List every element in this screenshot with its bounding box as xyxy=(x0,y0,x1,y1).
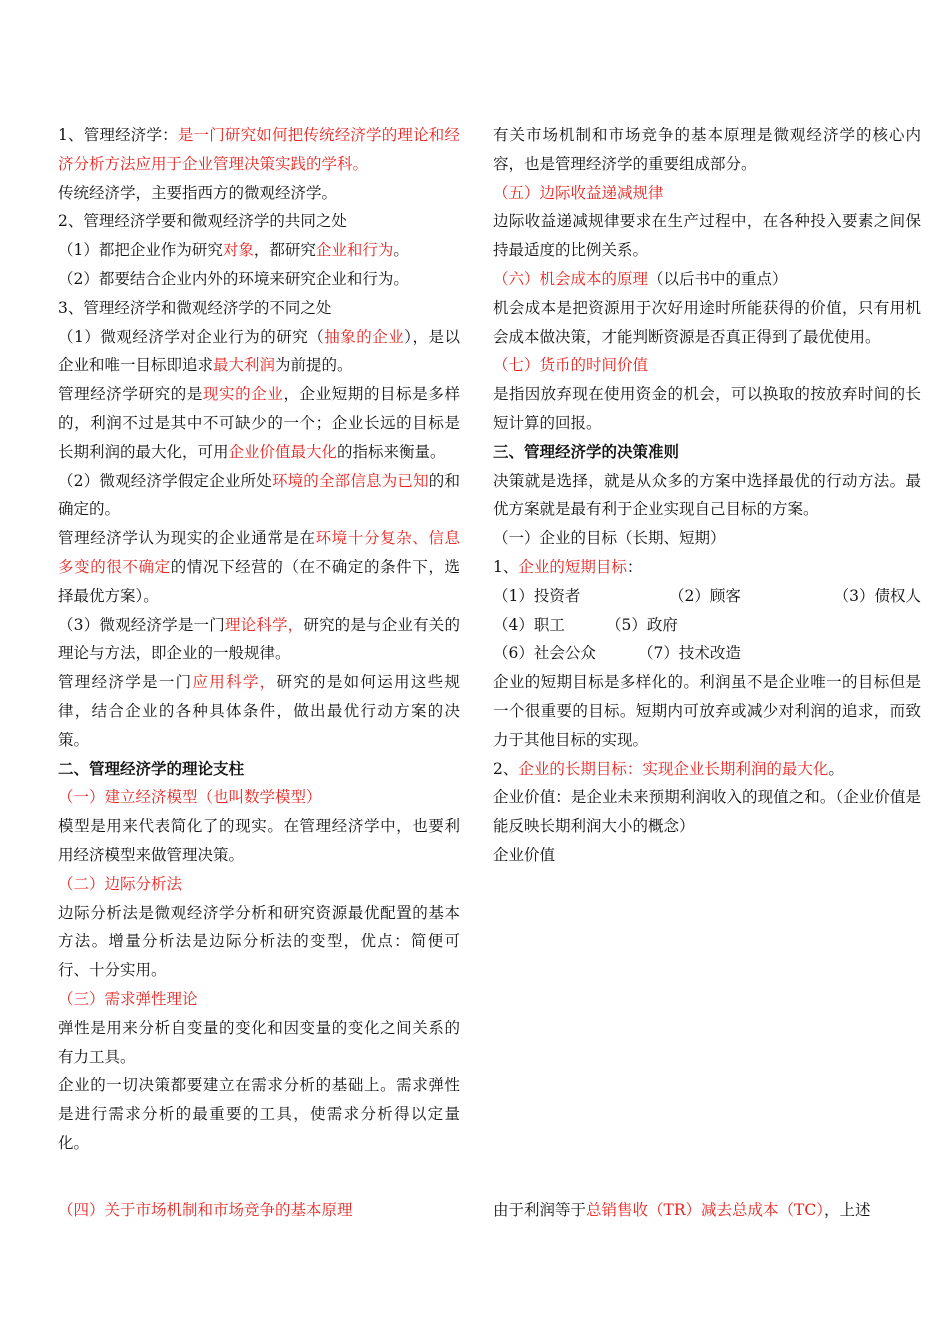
subsection-title: （四）关于市场机制和市场竞争的基本原理 xyxy=(58,1201,353,1219)
paragraph xyxy=(493,1196,921,1225)
list-item: （2）顾客 xyxy=(669,586,741,605)
paragraph: （2）都要结合企业内外的环境来研究企业和行为。 xyxy=(58,269,409,288)
paragraph xyxy=(58,524,460,610)
subsection-title: （五）边际收益递减规律 xyxy=(493,183,664,202)
paragraph: 2、管理经济学要和微观经济学的共同之处 xyxy=(58,212,347,231)
list-item: （1）投资者 xyxy=(493,586,581,605)
highlight: 环境十分复杂、信息多变的很不确定 xyxy=(58,529,460,576)
paragraph: 决策就是选择，就是从众多的方案中选择最优的行动方法。最优方案就是最有利于企业实现自己目标的方案。 xyxy=(493,471,921,519)
list-item: （6）社会公众 xyxy=(493,644,596,663)
text: 研究的是与企业有关的理论与方法，即企业的一般规律。 xyxy=(58,615,460,663)
text: 2、 xyxy=(493,759,519,778)
text: 管理经济学研究的是 xyxy=(58,385,203,404)
text: 。 xyxy=(393,241,409,260)
list-item: （3）债权人 xyxy=(833,586,921,605)
subsection-title-line xyxy=(493,265,921,294)
text: 。 xyxy=(828,759,844,778)
highlight: 企业的长期目标：实现企业长期利润的最大化 xyxy=(518,759,829,778)
paragraph: 3、管理经济学和微观经济学的不同之处 xyxy=(58,298,332,317)
paragraph xyxy=(58,611,460,669)
paragraph: 企业价值 xyxy=(493,845,556,864)
paragraph: 企业的短期目标是多样化的。利润虽不是企业唯一的目标但是一个很重要的目标。短期内可放弃或减少对利润的追求，而致力于其他目标的实现。 xyxy=(493,673,921,749)
paragraph: 传统经济学，主要指西方的微观经济学。 xyxy=(58,183,338,202)
highlight: 应用科学， xyxy=(192,673,277,692)
paragraph xyxy=(58,380,460,466)
text: 研究的是如何运用这些规律，结合企业的各种具体条件，做出最优行动方案的决策。 xyxy=(58,673,460,749)
stakeholder-list-row xyxy=(493,639,921,668)
highlight: 企业的短期目标 xyxy=(518,557,627,576)
paragraph: 有关市场机制和市场竞争的基本原理是微观经济学的核心内容，也是管理经济学的重要组成部分。 xyxy=(493,126,921,173)
text: 的和确定的。 xyxy=(58,471,460,519)
highlight: 企业和行为 xyxy=(315,241,394,260)
subsection-title: （一）建立经济模型（也叫数学模型） xyxy=(58,788,322,807)
highlight: 理论科学， xyxy=(224,615,304,634)
definition-paragraph xyxy=(58,121,460,179)
text: 的情况下经营的（在不确定的条件下，选择最优方案）。 xyxy=(58,557,460,605)
text: ： xyxy=(626,557,643,576)
highlight: 最大利润 xyxy=(213,356,276,375)
text: （1）都把企业作为研究 xyxy=(58,241,223,260)
section-heading: 二、管理经济学的理论支柱 xyxy=(58,758,245,778)
text: （1）微观经济学对企业行为的研究（ xyxy=(58,327,325,346)
list-item: （5）政府 xyxy=(606,615,678,634)
highlight: 对象 xyxy=(222,241,254,260)
text: 管理经济学是一门 xyxy=(58,673,193,692)
paragraph xyxy=(493,553,921,582)
paragraph xyxy=(58,236,460,265)
highlight: 总销售收（TR）减去总成本（TC） xyxy=(586,1201,824,1219)
text: （3）微观经济学是一门 xyxy=(58,615,225,634)
stakeholder-list-row xyxy=(493,582,921,611)
subsection-title: （三）需求弹性理论 xyxy=(58,989,198,1008)
paragraph: （一）企业的目标（长期、短期） xyxy=(493,529,726,548)
paragraph: 边际收益递减规律要求在生产过程中，在各种投入要素之间保持最适度的比例关系。 xyxy=(493,212,921,260)
paragraph: 边际分析法是微观经济学分析和研究资源最优配置的基本方法。增量分析法是边际分析法的变型，优点：简便可行、十分实用。 xyxy=(58,903,460,980)
text: （2）微观经济学假定企业所处 xyxy=(58,471,272,490)
list-item: （7）技术改造 xyxy=(638,644,741,663)
subsection-title: （六）机会成本的原理 xyxy=(493,269,649,288)
right-column xyxy=(493,121,921,870)
paragraph xyxy=(58,668,460,754)
subsection-title: （七）货币的时间价值 xyxy=(493,356,649,375)
list-item: （4）职工 xyxy=(493,615,565,634)
paragraph: 企业的一切决策都要建立在需求分析的基础上。需求弹性是进行需求分析的最重要的工具，使需求分析得以定量化。 xyxy=(58,1076,460,1152)
paragraph: 模型是用来代表简化了的现实。在管理经济学中，也要利用经济模型来做管理决策。 xyxy=(58,817,460,864)
text: 的指标来衡量。 xyxy=(337,442,446,461)
paragraph xyxy=(58,323,460,381)
paragraph xyxy=(493,755,921,784)
text: ，都研究 xyxy=(253,241,316,260)
text: 为前提的。 xyxy=(275,356,353,375)
paragraph: 是指因放弃现在使用资金的机会，可以换取的按放弃时间的长短计算的回报。 xyxy=(493,385,921,432)
highlight: 企业价值最大化 xyxy=(228,442,338,461)
highlight: 抽象的企业 xyxy=(324,327,405,346)
stakeholder-list-row xyxy=(493,611,921,640)
highlight: 是一门研究如何把传统经济学的理论和经济分析方法应用于企业管理决策实践的学科。 xyxy=(58,126,460,173)
paragraph: 机会成本是把资源用于次好用途时所能获得的价值，只有用机会成本做决策，才能判断资源是否真正得到了最优使用。 xyxy=(493,298,921,346)
text: 1、管理经济学： xyxy=(58,126,178,144)
paragraph: 企业价值：是企业未来预期利润收入的现值之和。（企业价值是能反映长期利润大小的概念） xyxy=(493,788,921,836)
section-heading: 三、管理经济学的决策准则 xyxy=(493,441,680,461)
text: ，企业短期的目标是多样的，利润不过是其中不可缺少的一个；企业长远的目标是长期利润的最大化，可用 xyxy=(58,385,460,461)
note: （以后书中的重点） xyxy=(648,269,788,288)
left-column xyxy=(58,121,460,1158)
highlight: 现实的企业 xyxy=(202,385,284,404)
paragraph: 弹性是用来分析自变量的变化和因变量的变化之间关系的有力工具。 xyxy=(58,1018,460,1066)
text: 1、 xyxy=(493,557,519,576)
paragraph xyxy=(58,467,460,525)
text: ），是以企业和唯一目标即追求 xyxy=(58,327,460,375)
highlight: 环境的全部信息为已知 xyxy=(271,471,429,490)
subsection-title: （二）边际分析法 xyxy=(58,874,183,893)
text: 由于利润等于 xyxy=(493,1201,587,1219)
text: ，上述 xyxy=(823,1201,871,1219)
text: 管理经济学认为现实的企业通常是在 xyxy=(58,529,316,548)
